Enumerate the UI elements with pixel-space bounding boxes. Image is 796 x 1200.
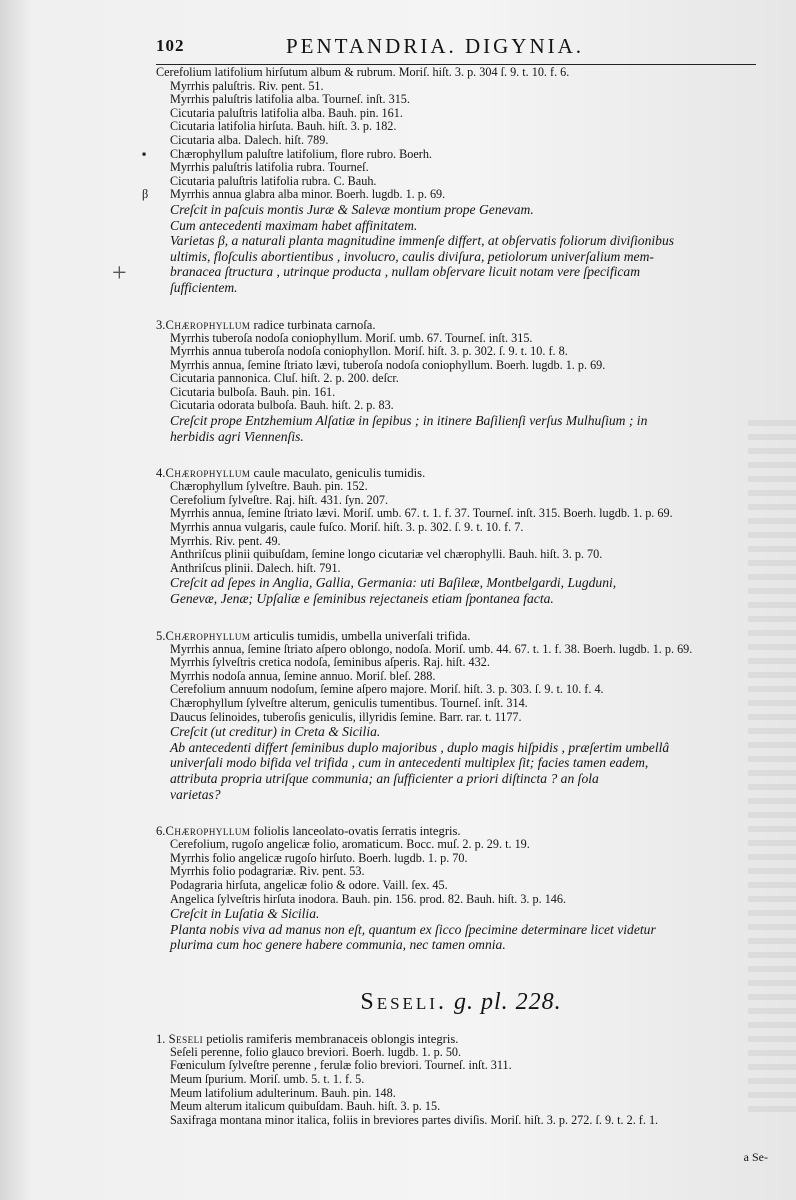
note-line: Creſcit prope Entzhemium Alſatiæ in ſepibus ; in itinere Baſilienſi verſus Mulhuſium ; in <box>170 413 648 429</box>
synonym-line: Myrrhis tuberoſa nodoſa coniophyllum. Moriſ. umb. 67. Tourneſ. inſt. 315. <box>170 330 533 345</box>
synonym-text: Cicutaria paluſtris latifolia rubra. C. Bauh. <box>170 173 377 188</box>
synonym-line <box>156 66 766 80</box>
note-line: Cum antecedenti maximam habet affinitatem. <box>170 217 418 233</box>
note-line: Creſcit in Luſatia & Sicilia. <box>170 906 320 922</box>
species-heading <box>156 1032 766 1046</box>
synonym-line: Meum alterum italicum quibuſdam. Bauh. hiſt. 3. p. 15. <box>170 1099 441 1114</box>
genus-heading <box>156 989 766 1016</box>
synonym-text: Myrrhis paluſtris latifolia rubra. Tourneſ. <box>170 160 369 175</box>
note-line: varietas? <box>170 786 221 802</box>
species-genus: Chærophyllum <box>165 628 251 643</box>
notes-block <box>156 202 766 296</box>
synonym-line: Podagraria hirſuta, angelicæ folio & odore. Vaill. ſex. 45. <box>170 877 448 892</box>
note-line: Varietas β, a naturali planta magnitudine immenſe differt, at obſervatis foliorum diviſionibus <box>170 233 675 249</box>
synonym-line: Cerefolium, rugoſo angelicæ folio, aromaticum. Bocc. muſ. 2. p. 29. t. 19. <box>170 837 530 852</box>
synonym-line: Myrrhis nodoſa annua, ſemine annuo. Moriſ. bleſ. 288. <box>170 668 436 683</box>
synonym-line: Cicutaria odorata bulboſa. Bauh. hiſt. 2. p. 83. <box>170 398 394 413</box>
synonym-line <box>156 93 766 107</box>
synonym-text: Chærophyllum paluſtre latifolium, flore rubro. Boerh. <box>170 146 432 161</box>
synonym-line <box>142 146 766 162</box>
synonym-line: Myrrhis annua tuberoſa nodoſa coniophyllon. Moriſ. hiſt. 3. p. 302. ſ. 9. t. 10. f. 8. <box>170 344 568 359</box>
species-heading <box>156 318 766 332</box>
note-line: univerſali modo bifida vel trifida , cum in antecedenti multiplex ſit; facies tamen eadem, <box>170 755 649 771</box>
note-line: Ab antecedenti differt ſeminibus duplo majoribus , duplo magis hiſpidis , præſertim umbellâ <box>170 739 670 755</box>
synonym-line: Meum latifolium adulterinum. Bauh. pin. 148. <box>170 1085 396 1100</box>
synonym-text: Cicutaria paluſtris latifolia alba. Bauh. pin. 161. <box>170 105 403 120</box>
note-line: Genevæ, Jenæ; Upſaliæ e ſeminibus rejectaneis etiam ſpontanea facta. <box>170 591 554 606</box>
synonym-line: Meum ſpurium. Moriſ. umb. 5. t. 1. f. 5. <box>170 1072 365 1087</box>
species-genus: Chærophyllum <box>165 317 251 332</box>
synonym-line: Seſeli perenne, folio glauco breviori. Boerh. lugdb. 1. p. 50. <box>170 1044 462 1059</box>
genus-ref: g. pl. 228. <box>453 988 562 1015</box>
species-number: 5. <box>156 628 166 643</box>
species-diagnosis: articulis tumidis, umbella univerſali trifida. <box>253 628 471 643</box>
note-line: Creſcit in paſcuis montis Juræ & Salevæ montium prope Genevam. <box>170 201 534 217</box>
species-diagnosis: foliolis lanceolato-ovatis ſerratis integris. <box>253 824 461 839</box>
synonym-line: Anthriſcus plinii quibuſdam, ſemine longo cicutariæ vel chærophylli. Bauh. hiſt. 3. p. 70. <box>170 547 603 562</box>
synonym-line: Myrrhis folio podagrariæ. Riv. pent. 53. <box>170 864 365 879</box>
species-diagnosis: radice turbinata carnoſa. <box>253 317 376 332</box>
synonym-line: Cerefolium ſylveſtre. Raj. hiſt. 431. ſyn. 207. <box>170 492 388 507</box>
species-entry <box>156 318 766 445</box>
synonym-line: Myrrhis annua, ſemine ſtriato aſpero oblongo, nodoſa. Moriſ. umb. 44. 67. t. 1. f. 38. Boerh. lugdb. 1. p. 69. <box>170 641 693 656</box>
note-line: Planta nobis viva ad manus non eſt, quantum ex ſicco ſpecimine determinare licet videtur <box>170 921 656 937</box>
synonym-line <box>156 80 766 94</box>
species-diagnosis: caule maculato, geniculis tumidis. <box>253 466 426 481</box>
synonym-text: Cicutaria latifolia hirſuta. Bauh. hiſt. 3. p. 182. <box>170 119 397 134</box>
synonym-line <box>156 107 766 121</box>
synonym-line: Cerefolium annuum nodoſum, ſemine aſpero majore. Moriſ. hiſt. 3. p. 303. ſ. 9. t. 10. f. 4. <box>170 682 604 697</box>
synonym-line: Daucus ſelinoides, tuberoſis geniculis, illyridis ſemine. Barr. rar. t. 1177. <box>170 709 522 724</box>
species-number: 6. <box>156 824 166 839</box>
species-heading <box>156 629 766 643</box>
species-entry <box>156 824 766 953</box>
synonym-line: Cicutaria pannonica. Cluſ. hiſt. 2. p. 200. deſcr. <box>170 371 399 386</box>
species-number: 1. <box>156 1031 166 1046</box>
page-title: PENTANDRIA. DIGYNIA. <box>286 34 585 58</box>
synonym-line: Cicutaria bulboſa. Bauh. pin. 161. <box>170 384 336 399</box>
running-header <box>156 34 756 65</box>
synonym-line <box>156 161 766 175</box>
page-number: 102 <box>156 36 185 55</box>
synonym-line <box>142 187 766 202</box>
synonym-line: Myrrhis folio angelicæ rugoſo hirſuto. Boerh. lugdb. 1. p. 70. <box>170 850 468 865</box>
species-entry <box>156 629 766 803</box>
note-line: Creſcit ad ſepes in Anglia, Gallia, Germania: uti Baſileæ, Montbelgardi, Lugduni, <box>170 575 617 591</box>
synonym-line: Saxifraga montana minor italica, foliis in breviores partes diviſis. Moriſ. hiſt. 3. p. 272. ſ. 9. t. 2. f. 1. <box>170 1112 659 1127</box>
marginal-mark: β <box>142 187 149 202</box>
note-line: ultimis, floſculis abortientibus , involucro, caulis diviſura, petiolorum univerſalium mem- <box>170 248 654 264</box>
note-line: Creſcit (ut creditur) in Creta & Sicilia. <box>170 724 381 740</box>
species-genus: Chærophyllum <box>165 824 251 839</box>
note-line: herbidis agri Viennenſis. <box>170 428 304 444</box>
species-genus: Chærophyllum <box>165 466 251 481</box>
note-line: ſufficientem. <box>170 279 238 295</box>
synonym-line: Chærophyllum ſylveſtre alterum, geniculis tumentibus. Tourneſ. inſt. 314. <box>170 695 528 710</box>
note-line: branacea ſtructura , utrinque producta , nullam obſervare licuit notam vere ſpecificam <box>170 264 641 280</box>
synonym-line: Fœniculum ſylveſtre perenne , ferulæ folio breviori. Tourneſ. inſt. 311. <box>170 1058 512 1073</box>
synonym-line <box>156 120 766 134</box>
note-line: attributa propria utriſque communia; an ſufficienter a priori diſtincta ? an ſola <box>170 770 599 786</box>
species-number: 4. <box>156 466 166 481</box>
page-body <box>142 65 766 1127</box>
synonym-line: Myrrhis annua, ſemine ſtriato lævi. Moriſ. umb. 67. t. 1. f. 37. Tourneſ. inſt. 315. Boerh. lugdb. 1. p. 69. <box>170 506 673 521</box>
species-genus: Seseli <box>168 1031 204 1046</box>
marginal-mark: ▪ <box>142 146 147 161</box>
species-diagnosis: petiolis ramiferis membranaceis oblongis integris. <box>206 1031 459 1046</box>
note-line: plurima cum hoc genere habere communia, nec tamen omnia. <box>170 937 506 953</box>
synonym-line <box>156 134 766 148</box>
species-heading <box>156 824 766 838</box>
synonym-text: Myrrhis paluſtris latifolia alba. Tourneſ. inſt. 315. <box>170 92 410 107</box>
synonym-text: Myrrhis paluſtris. Riv. pent. 51. <box>170 78 324 93</box>
species-heading <box>156 466 766 480</box>
synonym-line <box>156 175 766 189</box>
synonym-line: Anthriſcus plinii. Dalech. hiſt. 791. <box>170 560 341 575</box>
species-entry <box>156 466 766 606</box>
catchword: a Se- <box>743 1150 768 1164</box>
synonym-text: Myrrhis annua glabra alba minor. Boerh. lugdb. 1. p. 69. <box>170 187 446 202</box>
synonym-text: Cicutaria alba. Dalech. hiſt. 789. <box>170 132 329 147</box>
synonym-line: Chærophyllum ſylveſtre. Bauh. pin. 152. <box>170 479 368 494</box>
synonym-line: Myrrhis annua vulgaris, caule fuſco. Moriſ. hiſt. 3. p. 302. ſ. 9. t. 10. f. 7. <box>170 520 524 535</box>
synonym-text: Cerefolium latifolium hirſutum album & rubrum. Moriſ. hiſt. 3. p. 304 ſ. 9. t. 10. f. 6. <box>156 65 570 79</box>
genus-name: Seseli. <box>360 988 447 1015</box>
synonym-line: Angelica ſylveſtris hirſuta inodora. Bauh. pin. 156. prod. 82. Bauh. hiſt. 3. p. 146. <box>170 891 567 906</box>
species-list <box>156 318 766 953</box>
synonym-line: Myrrhis annua, ſemine ſtriato lævi, tuberoſa nodoſa coniophyllum. Boerh. lugdb. 1. p. 69. <box>170 357 606 372</box>
synonym-line: Myrrhis ſylveſtris cretica nodoſa, ſeminibus aſperis. Raj. hiſt. 432. <box>170 655 490 670</box>
species-entry <box>156 1032 766 1128</box>
synonym-line: Myrrhis. Riv. pent. 49. <box>170 533 281 548</box>
margin-mark: + <box>112 258 127 287</box>
synonym-list <box>142 65 766 202</box>
species-number: 3. <box>156 317 166 332</box>
